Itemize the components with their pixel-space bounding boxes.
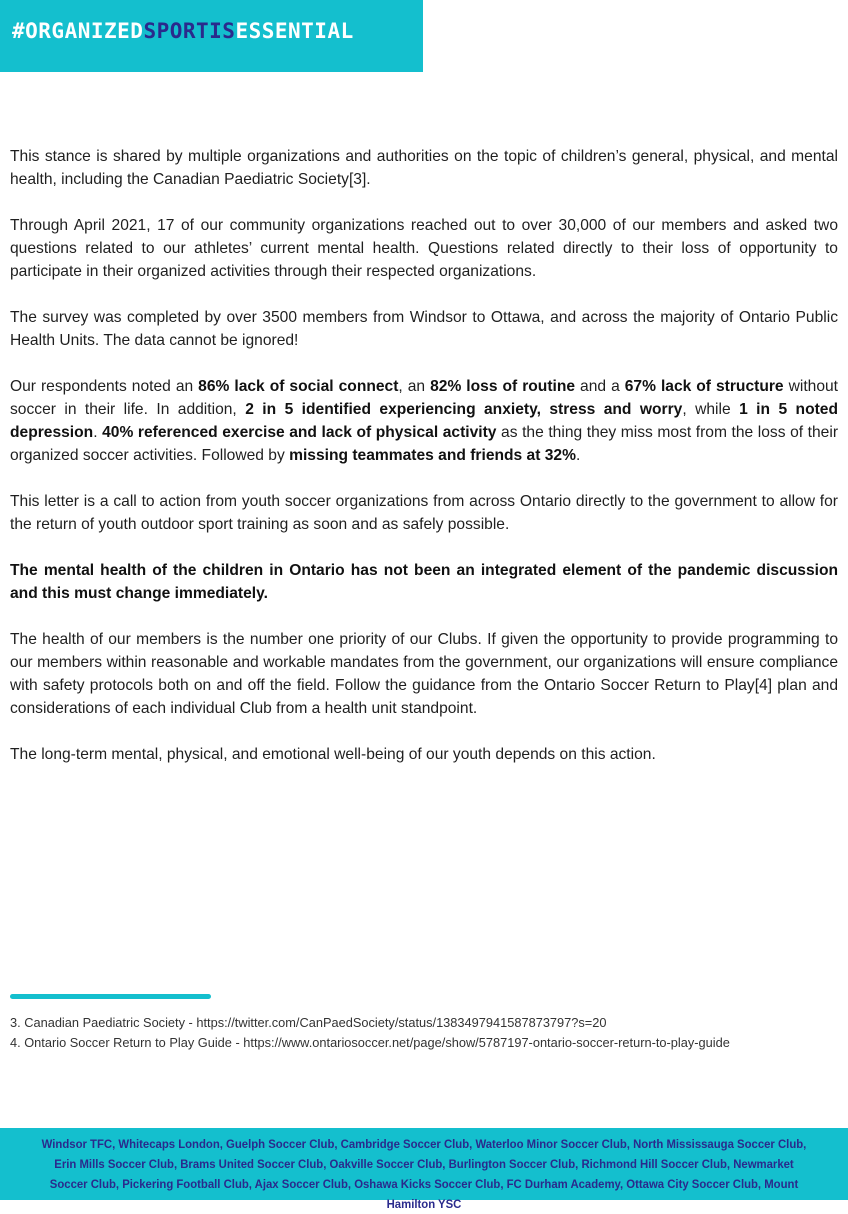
letter-body <box>10 145 838 789</box>
text-segment: and a <box>575 378 625 395</box>
clubs-list: Windsor TFC, Whitecaps London, Guelph Soccer Club, Cambridge Soccer Club, Waterloo Minor Soccer Club, North Mississauga Soccer Club, Erin Mills Soccer Club, Brams United Soccer Club, Oakville Soccer Club, Burlington Soccer Club, Richmond Hill Soccer Club, Newmarket Soccer Club, Pickering Football Club, Ajax Soccer Club, Oshawa Kicks Soccer Club, FC Durham Academy, Ottawa City Soccer Club, Mount Hamilton YSC <box>41 1137 807 1211</box>
paragraph-member-health: The health of our members is the number one priority of our Clubs. If given the opportunity to provide programming to our members within reasonable and workable mandates from the government, our organizations will ensure compliance with safety protocols both on and off the field. Follow the guidance from the Ontario Soccer Return to Play[4] plan and considerations of each individual Club from a health unit standpoint. <box>10 631 838 717</box>
paragraph-survey-results <box>10 375 838 467</box>
stat-exercise: 40% referenced exercise and lack of physical activity <box>102 424 497 441</box>
footnotes <box>10 1013 840 1053</box>
text-segment: without soccer in their life. In addition, <box>10 378 838 418</box>
stat-depression: 1 in 5 noted depression <box>10 401 838 441</box>
stat-anxiety: 2 in 5 identified experiencing anxiety, stress and worry <box>245 401 683 418</box>
text-segment: . <box>93 424 103 441</box>
hashtag-part-organized: #ORGANIZED <box>12 19 144 43</box>
text-segment: Our respondents noted an <box>10 378 199 395</box>
hashtag-part-sportis: SPORTIS <box>143 19 236 43</box>
clubs-banner <box>0 1128 848 1211</box>
text-segment: . <box>575 447 581 464</box>
stat-loss-of-routine: 82% loss of routine <box>430 378 576 395</box>
hashtag-banner <box>0 0 423 72</box>
text-segment: as the thing they miss most from the loss of their organized soccer activities. Followed by <box>10 424 839 464</box>
stat-social-connect: 86% lack of social connect <box>198 378 399 395</box>
paragraph-mental-health-statement: The mental health of the children in Ontario has not been an integrated element of the pandemic discussion and this must change immediately. <box>10 562 838 602</box>
stat-lack-of-structure: 67% lack of structure <box>624 378 784 395</box>
paragraph-survey-outreach: Through April 2021, 17 of our community organizations reached out to over 30,000 of our members and asked two questions related to our athletes’ current mental health. Questions related directly to their loss of opportunity to participate in their organized activities through their respected organizations. <box>10 217 838 280</box>
footnote-divider <box>10 994 211 999</box>
footnote-3: 3. Canadian Paediatric Society - https://twitter.com/CanPaedSociety/status/1383497941587873797?s=20 <box>10 1015 607 1030</box>
paragraph-closing: The long-term mental, physical, and emotional well-being of our youth depends on this action. <box>10 746 656 763</box>
paragraph-stance: This stance is shared by multiple organizations and authorities on the topic of children’s general, physical, and mental health, including the Canadian Paediatric Society[3]. <box>10 148 838 188</box>
hashtag-part-essential: ESSENTIAL <box>235 19 354 43</box>
hashtag-title <box>12 19 354 43</box>
paragraph-survey-completion: The survey was completed by over 3500 members from Windsor to Ottawa, and across the majority of Ontario Public Health Units. The data cannot be ignored! <box>10 309 838 349</box>
footnote-4: 4. Ontario Soccer Return to Play Guide - https://www.ontariosoccer.net/page/show/5787197-ontario-soccer-return-to-play-guide <box>10 1035 730 1050</box>
stat-teammates: missing teammates and friends at 32% <box>289 447 576 464</box>
paragraph-call-to-action: This letter is a call to action from youth soccer organizations from across Ontario directly to the government to allow for the return of youth outdoor sport training as soon and as safely possible. <box>10 493 838 533</box>
text-segment: , while <box>682 401 740 418</box>
text-segment: , an <box>398 378 431 395</box>
